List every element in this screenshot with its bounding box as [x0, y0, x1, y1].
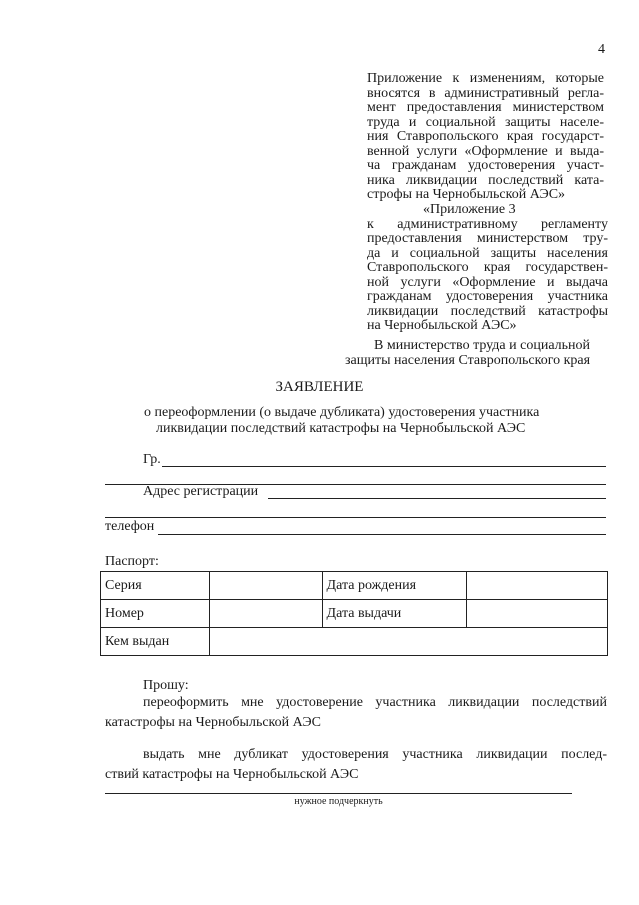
annex-line-3: мент предоставления министерством — [367, 100, 604, 115]
option1-line-2: катастрофы на Чернобыльской АЭС — [105, 715, 321, 730]
appendix-heading: «Приложение 3 — [423, 202, 516, 217]
issued-by-field[interactable] — [209, 628, 607, 656]
document-title: ЗАЯВЛЕНИЕ — [275, 379, 364, 395]
citizen-label: Гр. — [143, 452, 161, 467]
annex-line-1: Приложение к изменениям, которые — [367, 71, 604, 86]
footnote: нужное подчеркнуть — [294, 796, 383, 807]
subtitle-line-1: о переоформлении (о выдаче дубликата) удостоверения участника — [144, 405, 540, 420]
annex-block — [367, 72, 604, 203]
footnote-divider — [105, 793, 572, 794]
address-label: Адрес регистрации — [143, 484, 259, 499]
annex-line-6: венной услуги «Оформление и выда- — [367, 143, 604, 159]
series-label: Серия — [101, 572, 210, 600]
annex-text — [367, 72, 604, 203]
request-option-1[interactable] — [105, 693, 607, 733]
annex-line-5: ния Ставропольского края государст- — [367, 129, 604, 144]
phone-label: телефон — [105, 519, 155, 534]
subtitle-line-2: ликвидации последствий катастрофы на Чернобыльской АЭС — [156, 421, 526, 436]
appendix-line-6: гражданам удостоверения участника — [367, 289, 608, 304]
appendix-line-8: на Чернобыльской АЭС» — [367, 318, 517, 333]
appendix-line-7: ликвидации последствий катастрофы — [367, 303, 608, 319]
appendix-block — [367, 203, 608, 334]
annex-line-8: ника ликвидации последствий ката- — [367, 172, 604, 188]
issue-date-label: Дата выдачи — [322, 600, 467, 628]
document-subtitle — [144, 405, 539, 437]
appendix-line-2: предоставления министерством тру- — [367, 231, 608, 246]
option1-line-1: переоформить мне удостоверение участника ликвидации последствий — [143, 695, 607, 710]
number-label: Номер — [101, 600, 210, 628]
appendix-line-1: к административному регламенту — [367, 216, 608, 232]
addressee — [330, 338, 610, 368]
birth-date-label: Дата рождения — [322, 572, 467, 600]
table-row — [101, 628, 608, 656]
page-number: 4 — [598, 42, 605, 57]
option2-line-2: ствий катастрофы на Чернобыльской АЭС — [105, 767, 359, 782]
birth-date-field[interactable] — [467, 572, 608, 600]
option2-line-1: выдать мне дубликат удостоверения участника ликвидации послед- — [143, 747, 607, 762]
appendix-line-4: Ставропольского края государствен- — [367, 260, 608, 275]
issued-by-label: Кем выдан — [101, 628, 210, 656]
passport-table — [100, 571, 608, 656]
request-option-2[interactable] — [105, 745, 607, 785]
phone-input-line[interactable] — [158, 534, 606, 535]
address-input-line[interactable] — [268, 498, 606, 499]
addressee-line-1: В министерство труда и социальной — [374, 338, 591, 353]
appendix-text — [367, 218, 608, 334]
addressee-line-2: защиты населения Ставропольского края — [345, 353, 591, 368]
number-field[interactable] — [209, 600, 322, 628]
passport-label: Паспорт: — [105, 554, 159, 569]
table-row — [101, 600, 608, 628]
annex-line-7: ча гражданам удостоверения участ- — [367, 158, 604, 173]
issue-date-field[interactable] — [467, 600, 608, 628]
annex-line-9: строфы на Чернобыльской АЭС» — [367, 187, 566, 202]
address-input-line-2[interactable] — [105, 517, 606, 518]
citizen-input-line[interactable] — [162, 466, 606, 467]
appendix-line-3: да и социальной защиты населения — [367, 245, 608, 261]
series-field[interactable] — [209, 572, 322, 600]
annex-line-2: вносятся в административный регла- — [367, 85, 604, 101]
request-label: Прошу: — [143, 678, 189, 693]
annex-line-4: труда и социальной защиты населе- — [367, 114, 604, 130]
appendix-line-5: ной услуги «Оформление и выдача — [367, 274, 608, 290]
table-row — [101, 572, 608, 600]
